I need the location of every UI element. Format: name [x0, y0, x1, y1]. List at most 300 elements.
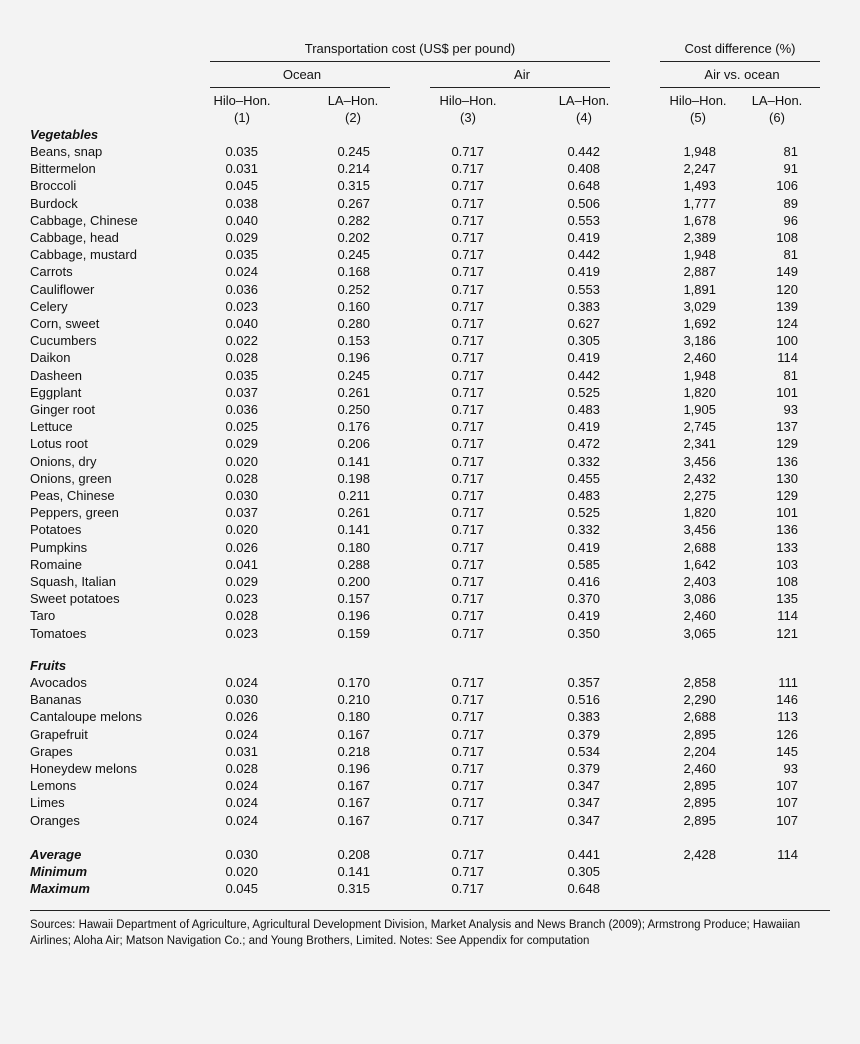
table-cell: 0.315 [337, 881, 370, 897]
table-cell: 0.167 [337, 795, 370, 811]
table-cell: 0.442 [567, 247, 600, 263]
header-rule-ocean [210, 87, 390, 88]
row-label: Cabbage, head [30, 230, 119, 245]
table-cell: 101 [776, 384, 798, 400]
table-cell: 0.332 [567, 522, 600, 538]
table-cell: 100 [776, 333, 798, 349]
header-rule-transport [210, 61, 610, 62]
row-label: Cabbage, Chinese [30, 212, 138, 228]
row-label: Maximum [30, 881, 90, 897]
row-label: Potatoes [30, 522, 82, 538]
table-cell: 0.717 [451, 281, 484, 297]
table-cell: 0.023 [225, 298, 258, 314]
table-cell: 0.717 [451, 384, 484, 400]
table-cell: 111 [778, 675, 798, 690]
row-label: Broccoli [30, 178, 77, 194]
table-cell: 0.350 [567, 625, 600, 641]
table-cell: 0.159 [337, 625, 370, 641]
table-cell: 0.025 [225, 419, 258, 435]
table-cell: 0.648 [567, 881, 600, 897]
table-cell: 0.176 [337, 419, 370, 435]
table-cell: 0.045 [225, 881, 258, 897]
table-cell: 0.717 [451, 350, 484, 366]
table-cell: 0.627 [567, 316, 600, 331]
table-cell: 129 [776, 488, 798, 503]
table-cell: 137 [776, 419, 798, 435]
table-cell: 0.020 [225, 864, 258, 880]
table-cell: 1,777 [683, 195, 716, 211]
table-cell: 108 [776, 574, 798, 589]
table-cell: 0.035 [225, 367, 258, 383]
table-cell: 91 [783, 161, 798, 177]
table-cell: 0.717 [451, 436, 484, 452]
table-cell: 0.198 [337, 470, 370, 486]
table-cell: 1,692 [683, 316, 716, 331]
table-cell: 0.167 [337, 778, 370, 794]
row-label: Cucumbers [30, 333, 97, 349]
table-cell: 0.196 [337, 350, 370, 366]
table-cell: 0.717 [451, 591, 484, 607]
table-cell: 0.717 [451, 675, 484, 690]
row-label: Avocados [30, 675, 87, 690]
column-header-number: (1) [234, 110, 250, 125]
table-cell: 0.717 [451, 761, 484, 776]
table-cell: 0.196 [337, 608, 370, 624]
table-cell: 0.218 [337, 743, 370, 759]
transport-cost-header: Transportation cost (US$ per pound) [304, 41, 516, 56]
table-cell: 0.023 [225, 625, 258, 641]
table-cell: 0.024 [225, 264, 258, 280]
air-header: Air [514, 67, 530, 82]
table-cell: 0.196 [337, 761, 370, 776]
table-cell: 0.030 [225, 488, 258, 503]
table-cell: 0.280 [337, 316, 370, 331]
table-cell: 108 [776, 230, 798, 245]
row-label: Minimum [30, 864, 88, 880]
table-cell: 0.553 [567, 212, 600, 228]
table-cell: 0.024 [225, 812, 258, 828]
table-cell: 0.717 [451, 881, 484, 897]
row-label: Peppers, green [30, 505, 119, 521]
table-cell: 0.525 [567, 505, 600, 521]
table-cell: 3,456 [683, 522, 716, 538]
table-cell: 0.028 [225, 761, 258, 776]
table-cell: 0.153 [337, 333, 370, 349]
cost-difference-header: Cost difference (%) [684, 41, 796, 56]
table-cell: 0.037 [225, 505, 258, 521]
table-cell: 0.419 [567, 350, 600, 366]
table-cell: 0.305 [567, 864, 600, 880]
column-header-number: (4) [576, 110, 592, 125]
row-label: Lettuce [30, 419, 73, 435]
table-cell: 0.717 [451, 608, 484, 624]
row-label: Corn, sweet [30, 316, 100, 331]
table-cell: 114 [777, 608, 798, 624]
table-cell: 0.717 [451, 298, 484, 314]
table-cell: 0.141 [337, 864, 370, 880]
table-cell: 2,895 [683, 726, 716, 742]
table-cell: 0.028 [225, 350, 258, 366]
table-cell: 0.506 [567, 195, 600, 211]
table-cell: 2,895 [683, 795, 716, 811]
row-label: Onions, green [30, 470, 112, 486]
table-cell: 133 [776, 539, 798, 555]
table-cell: 0.717 [451, 247, 484, 263]
table-cell: 0.347 [567, 778, 600, 794]
column-header-number: (6) [769, 110, 785, 125]
table-cell: 0.210 [337, 692, 370, 708]
table-cell: 1,948 [683, 144, 716, 159]
table-cell: 1,678 [683, 212, 716, 228]
column-header-label: Hilo–Hon. [439, 93, 497, 108]
table-cell: 0.020 [225, 522, 258, 538]
table-cell: 0.717 [451, 264, 484, 280]
table-cell: 113 [777, 709, 798, 725]
table-cell: 3,086 [683, 591, 716, 607]
table-cell: 96 [783, 212, 798, 228]
table-cell: 0.332 [567, 453, 600, 469]
table-cell: 0.245 [337, 367, 370, 383]
table-cell: 81 [783, 144, 798, 159]
table-cell: 106 [776, 178, 798, 194]
table-cell: 93 [783, 402, 798, 417]
table-cell: 0.441 [567, 847, 600, 862]
table-cell: 0.168 [337, 264, 370, 280]
table-cell: 2,858 [683, 675, 716, 690]
table-cell: 0.040 [225, 316, 258, 331]
row-label: Lotus root [30, 436, 88, 452]
table-cell: 0.037 [225, 384, 258, 400]
table-cell: 1,891 [683, 281, 716, 297]
table-cell: 0.717 [451, 795, 484, 811]
table-cell: 0.045 [225, 178, 258, 194]
table-cell: 0.022 [225, 333, 258, 349]
table-cell: 0.026 [225, 539, 258, 555]
table-cell: 107 [776, 812, 798, 828]
table-cell: 129 [776, 436, 798, 452]
table-cell: 2,341 [683, 436, 716, 452]
table-cell: 0.041 [225, 556, 258, 572]
table-cell: 0.717 [451, 402, 484, 417]
row-label: Bittermelon [30, 161, 96, 177]
table-cell: 2,204 [683, 743, 716, 759]
row-label: Pumpkins [30, 539, 88, 555]
column-header-number: (5) [690, 110, 706, 125]
table-cell: 1,905 [683, 402, 716, 417]
table-cell: 2,290 [683, 692, 716, 708]
table-cell: 0.035 [225, 247, 258, 263]
table-cell: 1,493 [683, 178, 716, 194]
air-vs-ocean-header: Air vs. ocean [704, 67, 780, 82]
table-cell: 0.472 [567, 436, 600, 452]
table-cell: 0.245 [337, 247, 370, 263]
table-cell: 0.261 [337, 384, 370, 400]
table-cell: 0.717 [451, 367, 484, 383]
table-cell: 0.717 [451, 847, 484, 862]
row-label: Honeydew melons [30, 761, 137, 776]
table-cell: 2,887 [683, 264, 716, 280]
table-cell: 81 [783, 367, 798, 383]
table-cell: 0.036 [225, 402, 258, 417]
row-label: Beans, snap [30, 144, 103, 159]
table-cell: 0.020 [225, 453, 258, 469]
table-cell: 101 [776, 505, 798, 521]
table-cell: 0.023 [225, 591, 258, 607]
table-cell: 1,948 [683, 247, 716, 263]
table-cell: 0.180 [337, 709, 370, 725]
table-cell: 149 [776, 264, 798, 280]
row-label: Burdock [30, 195, 78, 211]
table-cell: 0.288 [337, 556, 370, 572]
table-cell: 0.252 [337, 281, 370, 297]
table-cell: 114 [777, 350, 798, 366]
table-cell: 0.029 [225, 574, 258, 589]
row-label: Limes [30, 795, 65, 811]
table-cell: 0.200 [337, 574, 370, 589]
table-cell: 2,428 [683, 847, 716, 862]
table-cell: 0.379 [567, 761, 600, 776]
row-label: Ginger root [30, 402, 96, 417]
table-cell: 0.717 [451, 692, 484, 708]
table-cell: 0.483 [567, 488, 600, 503]
table-cell: 0.648 [567, 178, 600, 194]
column-header-label: LA–Hon. [751, 93, 803, 108]
table-cell: 0.717 [451, 574, 484, 589]
table-cell: 0.030 [225, 692, 258, 708]
row-label: Lemons [30, 778, 77, 794]
table-cell: 0.250 [337, 402, 370, 417]
row-label: Grapefruit [30, 726, 88, 742]
row-label: Peas, Chinese [30, 488, 115, 503]
row-label: Eggplant [30, 384, 82, 400]
table-cell: 0.214 [337, 161, 370, 177]
table-cell: 0.305 [567, 333, 600, 349]
table-cell: 0.030 [225, 847, 258, 862]
table-cell: 120 [776, 281, 798, 297]
row-label: Oranges [30, 812, 80, 828]
column-header-label: Hilo–Hon. [669, 93, 727, 108]
table-cell: 0.383 [567, 298, 600, 314]
table-cell: 2,460 [683, 761, 716, 776]
table-cell: 136 [776, 453, 798, 469]
table-cell: 0.024 [225, 675, 258, 690]
table-cell: 0.516 [567, 692, 600, 708]
table-cell: 0.035 [225, 144, 258, 159]
table-cell: 2,432 [683, 470, 716, 486]
row-label: Dasheen [30, 367, 83, 383]
table-cell: 0.315 [337, 178, 370, 194]
row-label: Cauliflower [30, 281, 95, 297]
table-cell: 0.267 [337, 195, 370, 211]
row-label: Grapes [30, 743, 73, 759]
table-cell: 107 [776, 795, 798, 811]
table-cell: 0.202 [337, 230, 370, 245]
table-cell: 2,460 [683, 350, 716, 366]
table-cell: 2,403 [683, 574, 716, 589]
row-label: Carrots [30, 264, 73, 280]
table-cell: 0.553 [567, 281, 600, 297]
table-cell: 0.717 [451, 195, 484, 211]
table-cell: 2,247 [683, 161, 716, 177]
table-cell: 0.167 [337, 812, 370, 828]
row-label: Taro [30, 608, 56, 624]
table-cell: 0.442 [567, 367, 600, 383]
table-cell: 0.717 [451, 488, 484, 503]
table-cell: 0.031 [225, 161, 258, 177]
table-cell: 0.347 [567, 812, 600, 828]
row-label: Celery [30, 298, 68, 314]
row-label: Squash, Italian [30, 574, 117, 589]
table-cell: 0.347 [567, 795, 600, 811]
table-cell: 0.157 [337, 591, 370, 607]
table-cell: 0.141 [337, 522, 370, 538]
row-label: Average [30, 847, 82, 862]
table-cell: 0.160 [337, 298, 370, 314]
table-cell: 0.040 [225, 212, 258, 228]
table-cell: 0.717 [451, 470, 484, 486]
ocean-header: Ocean [282, 67, 322, 82]
row-label: Cantaloupe melons [30, 709, 143, 725]
table-cell: 1,642 [683, 556, 716, 572]
column-header-label: Hilo–Hon. [213, 93, 271, 108]
footnote: Sources: Hawaii Department of Agriculture, Agricultural Development Division, Market Analysis and News Branch (2009); Armstrong Produce; Hawaiian Airlines; Aloha Air; Matson Navigation Co.; and Young Brothers, Limited. Notes: See Appendix for computation [30, 919, 801, 947]
table-cell: 2,460 [683, 608, 716, 624]
row-label: Tomatoes [30, 625, 87, 641]
table-cell: 0.167 [337, 726, 370, 742]
table-cell: 0.442 [567, 144, 600, 159]
table-cell: 0.029 [225, 436, 258, 452]
table-cell: 0.211 [338, 488, 370, 503]
table-cell: 107 [776, 778, 798, 794]
column-header-number: (2) [345, 110, 361, 125]
table-cell: 0.206 [337, 436, 370, 452]
table-cell: 0.028 [225, 470, 258, 486]
table-cell: 0.180 [337, 539, 370, 555]
table-cell: 1,948 [683, 367, 716, 383]
table-cell: 0.717 [451, 726, 484, 742]
table-cell: 0.717 [451, 316, 484, 331]
table-cell: 139 [776, 298, 798, 314]
table-cell: 0.717 [451, 505, 484, 521]
table-cell: 0.717 [451, 556, 484, 572]
table-cell: 0.170 [337, 675, 370, 690]
table-cell: 0.419 [567, 539, 600, 555]
table-cell: 0.370 [567, 591, 600, 607]
table-cell: 114 [777, 847, 798, 862]
table-cell: 0.717 [451, 539, 484, 555]
table-cell: 103 [776, 556, 798, 572]
table-cell: 0.585 [567, 556, 600, 572]
table-cell: 0.717 [451, 625, 484, 641]
table-cell: 0.357 [567, 675, 600, 690]
table-cell: 0.534 [567, 743, 600, 759]
table-cell: 0.379 [567, 726, 600, 742]
table-cell: 0.038 [225, 195, 258, 211]
table-cell: 145 [776, 743, 798, 759]
table-cell: 93 [783, 761, 798, 776]
table-cell: 0.036 [225, 281, 258, 297]
table-cell: 0.282 [337, 212, 370, 228]
row-label: Cabbage, mustard [30, 247, 137, 263]
table-cell: 0.717 [451, 743, 484, 759]
table-cell: 0.717 [451, 453, 484, 469]
table-cell: 124 [776, 316, 798, 331]
table-cell: 0.419 [567, 608, 600, 624]
row-label: Romaine [30, 556, 83, 572]
table-cell: 0.717 [451, 230, 484, 245]
table-cell: 146 [776, 692, 798, 708]
table-cell: 0.208 [337, 847, 370, 862]
table-cell: 0.717 [451, 419, 484, 435]
table-cell: 0.483 [567, 402, 600, 417]
table-cell: 0.028 [225, 608, 258, 624]
table-cell: 130 [776, 470, 798, 486]
table-cell: 135 [776, 591, 798, 607]
table-cell: 0.419 [567, 230, 600, 245]
table-cell: 0.717 [451, 522, 484, 538]
table-cell: 1,820 [683, 384, 716, 400]
table-cell: 0.455 [567, 470, 600, 486]
table-cell: 0.525 [567, 384, 600, 400]
table-cell: 0.245 [337, 144, 370, 159]
table-cell: 0.024 [225, 795, 258, 811]
table-cell: 81 [783, 247, 798, 263]
header-rule-air-vs-ocean [660, 87, 820, 88]
table-cell: 0.416 [567, 574, 600, 589]
table-cell: 2,688 [683, 539, 716, 555]
row-label: Daikon [30, 350, 71, 366]
table-cell: 0.029 [225, 230, 258, 245]
table-cell: 0.717 [451, 778, 484, 794]
table-cell: 2,745 [683, 419, 716, 435]
table-cell: 0.717 [451, 178, 484, 194]
column-header-label: LA–Hon. [558, 93, 610, 108]
table-cell: 0.717 [451, 864, 484, 880]
table-cell: 0.717 [451, 812, 484, 828]
table-cell: 136 [776, 522, 798, 538]
table-cell: 121 [776, 625, 798, 641]
table-cell: 0.031 [225, 743, 258, 759]
table-cell: 0.419 [567, 419, 600, 435]
table-cell: 0.717 [451, 333, 484, 349]
table-cell: 0.024 [225, 726, 258, 742]
table-cell: 0.717 [451, 709, 484, 725]
table-cell: 126 [776, 726, 798, 742]
row-label: Sweet potatoes [30, 591, 120, 607]
row-label: Bananas [30, 692, 82, 708]
table-cell: 2,895 [683, 778, 716, 794]
table-cell: 0.261 [337, 505, 370, 521]
table-cell: 3,065 [683, 625, 716, 641]
row-label: Onions, dry [30, 453, 97, 469]
table-cell: 2,275 [683, 488, 716, 503]
table-cell: 89 [783, 195, 798, 211]
column-header-number: (3) [460, 110, 476, 125]
section-vegetables: Vegetables [30, 127, 99, 142]
table-cell: 2,895 [683, 812, 716, 828]
table-cell: 3,456 [683, 453, 716, 469]
table-cell: 0.408 [567, 161, 600, 177]
table-cell: 0.141 [337, 453, 370, 469]
table-cell: 2,688 [683, 709, 716, 725]
table-cell: 0.024 [225, 778, 258, 794]
footnote-rule [30, 910, 830, 911]
table-cell: 0.026 [225, 709, 258, 725]
table-cell: 3,186 [683, 333, 716, 349]
table-cell: 0.717 [451, 144, 484, 159]
header-rule-cost-diff [660, 61, 820, 62]
table-cell: 3,029 [683, 298, 716, 314]
